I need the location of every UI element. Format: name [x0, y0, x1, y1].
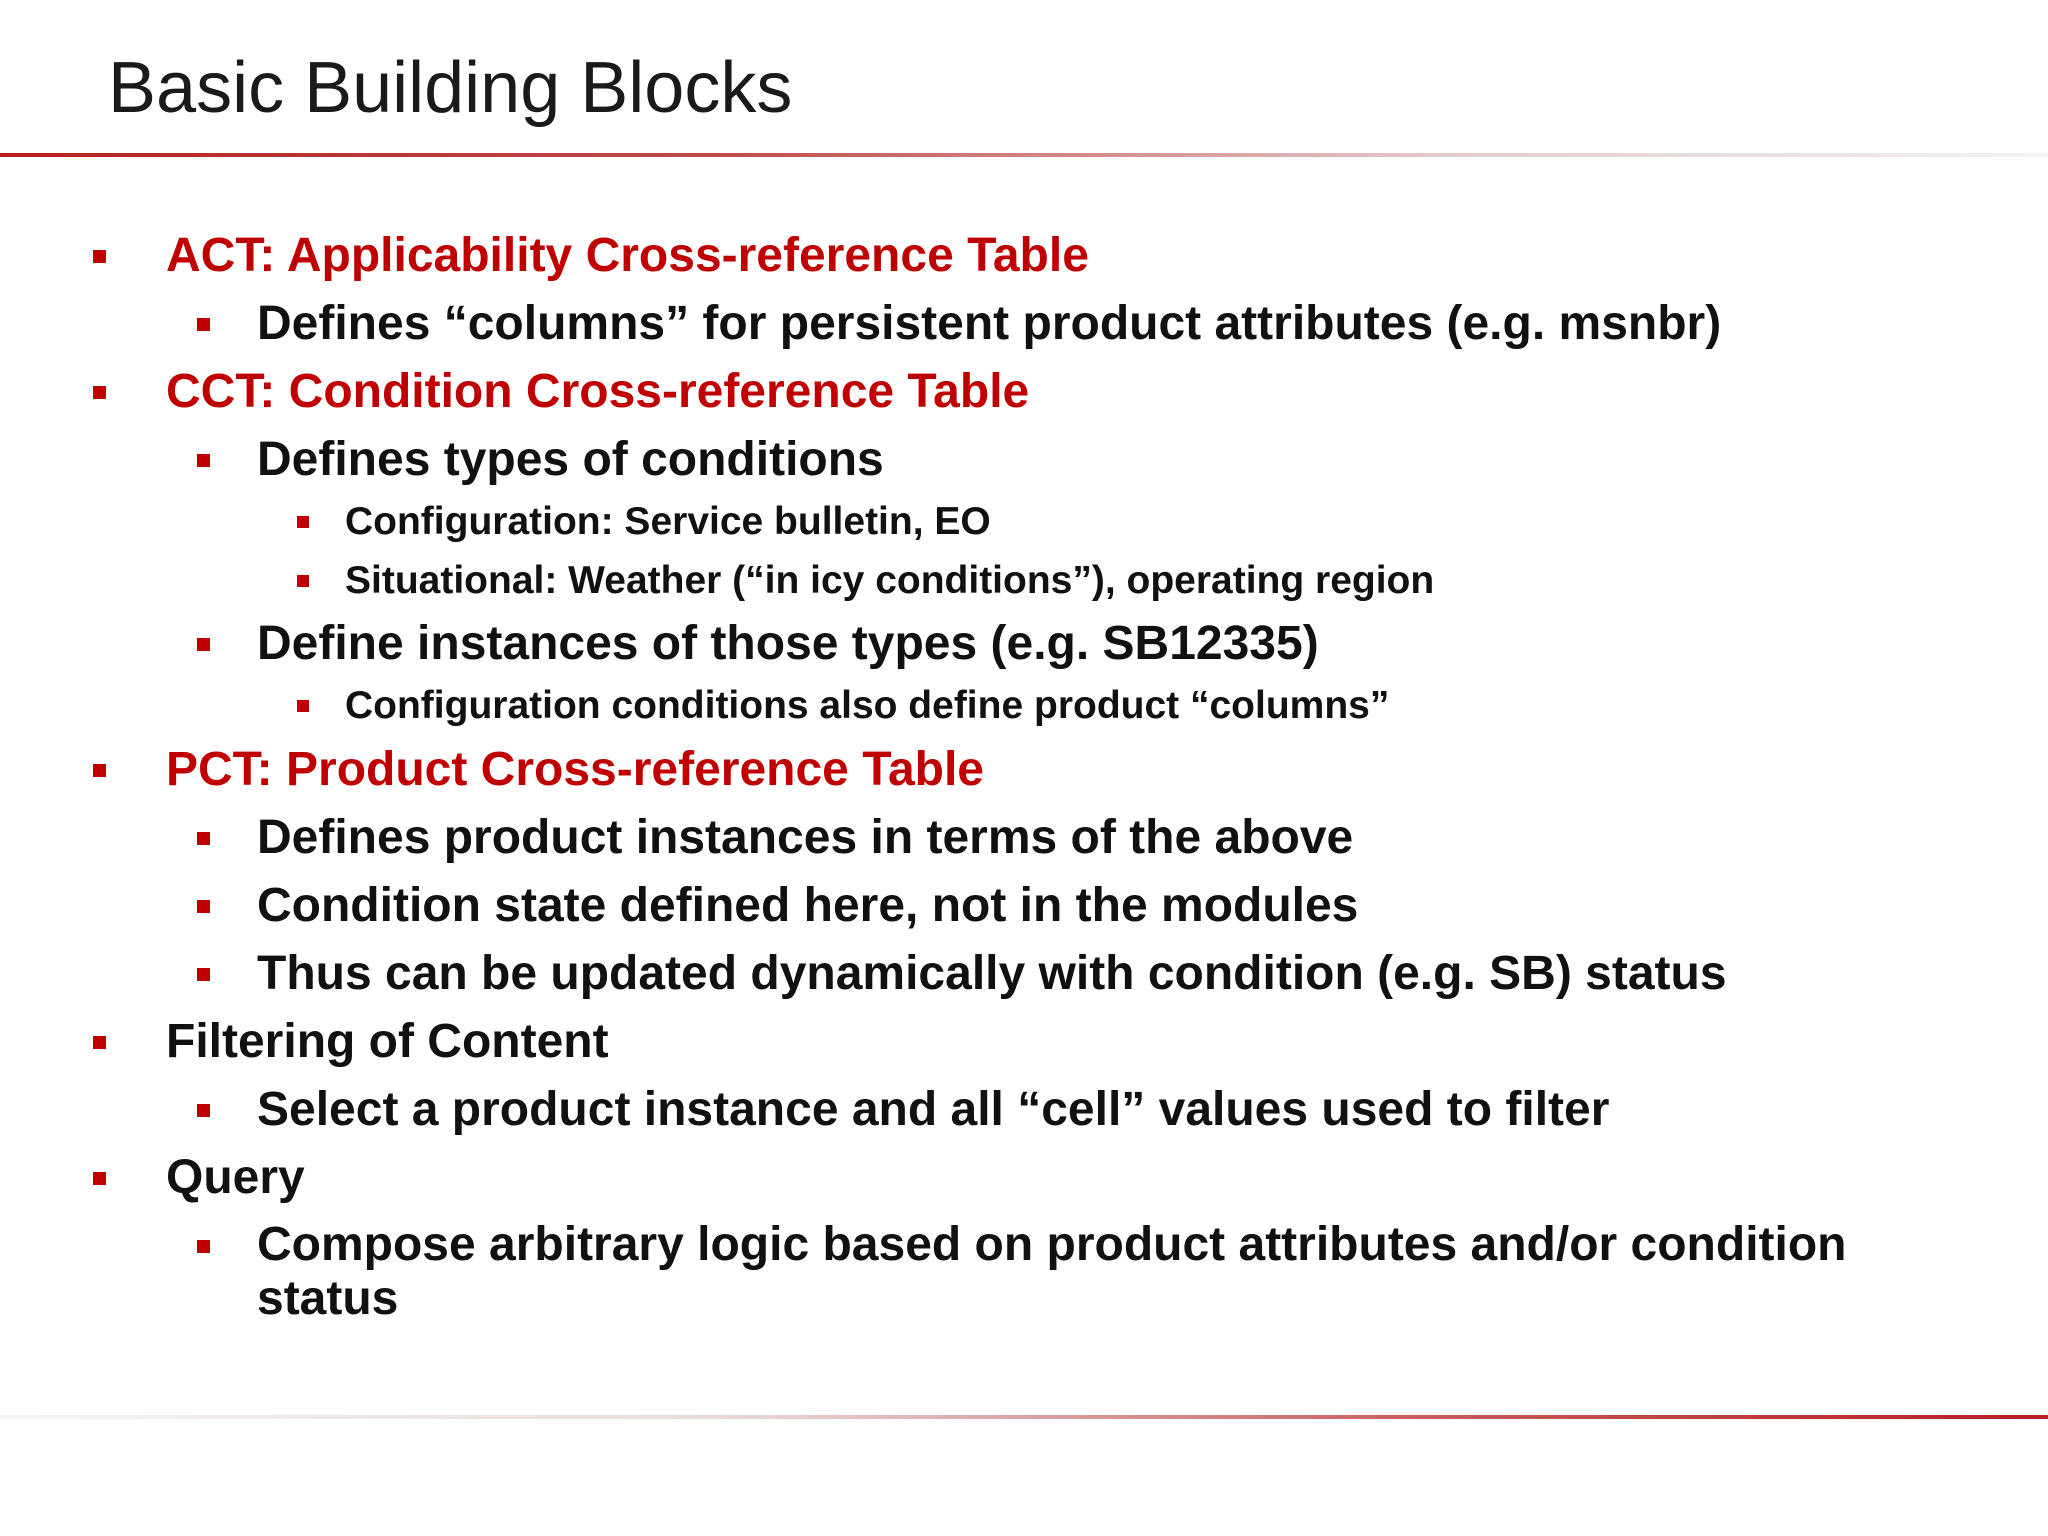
bullet-text: Compose arbitrary logic based on product attributes and/or condition status	[257, 1218, 1847, 1325]
bullet-text: Filtering of Content	[166, 1015, 609, 1068]
square-bullet-icon	[93, 1036, 106, 1049]
bullet-item	[257, 878, 1358, 934]
bullet-text: Situational: Weather (“in icy conditions”), operating region	[345, 559, 1435, 602]
bullet-item	[345, 682, 1389, 730]
square-bullet-icon	[93, 764, 106, 777]
square-bullet-icon	[93, 250, 106, 263]
square-bullet-icon	[197, 454, 210, 467]
bullet-item	[257, 946, 1727, 1002]
bullet-item	[166, 364, 1029, 420]
bullet-text: Query	[166, 1151, 305, 1204]
bullet-item	[257, 296, 1721, 352]
square-bullet-icon	[197, 968, 210, 981]
bullet-item	[257, 616, 1319, 672]
bullet-text: CCT: Condition Cross-reference Table	[166, 365, 1030, 418]
footer-divider	[0, 1415, 2048, 1419]
bullet-item	[345, 557, 1434, 605]
bullet-text: ACT: Applicability Cross-reference Table	[166, 229, 1089, 282]
bullet-item	[257, 432, 884, 488]
square-bullet-icon	[197, 1240, 210, 1253]
bullet-item	[257, 1082, 1609, 1138]
bullet-text: PCT: Product Cross-reference Table	[166, 743, 984, 796]
bullet-item	[166, 1014, 609, 1070]
square-bullet-icon	[197, 1104, 210, 1117]
square-bullet-icon	[297, 575, 309, 587]
bullet-text: Defines types of conditions	[257, 433, 884, 486]
bullet-item	[257, 810, 1353, 866]
square-bullet-icon	[197, 900, 210, 913]
square-bullet-icon	[197, 638, 210, 651]
square-bullet-icon	[197, 318, 210, 331]
bullet-text: Defines “columns” for persistent product attributes (e.g. msnbr)	[257, 297, 1722, 350]
slide-title: Basic Building Blocks	[108, 48, 793, 128]
square-bullet-icon	[197, 832, 210, 845]
bullet-text: Configuration conditions also define product “columns”	[345, 684, 1390, 727]
square-bullet-icon	[297, 700, 309, 712]
square-bullet-icon	[93, 386, 106, 399]
square-bullet-icon	[297, 516, 309, 528]
bullet-item	[257, 1218, 1937, 1326]
bullet-item	[345, 498, 991, 546]
bullet-text: Thus can be updated dynamically with condition (e.g. SB) status	[257, 947, 1727, 1000]
square-bullet-icon	[93, 1172, 106, 1185]
bullet-text: Defines product instances in terms of the above	[257, 811, 1354, 864]
bullet-text: Select a product instance and all “cell” values used to filter	[257, 1083, 1610, 1136]
bullet-text: Define instances of those types (e.g. SB12335)	[257, 617, 1319, 670]
bullet-text: Configuration: Service bulletin, EO	[345, 500, 991, 543]
bullet-item	[166, 228, 1089, 284]
bullet-text: Condition state defined here, not in the modules	[257, 879, 1359, 932]
bullet-item	[166, 1150, 305, 1206]
bullet-item	[166, 742, 984, 798]
